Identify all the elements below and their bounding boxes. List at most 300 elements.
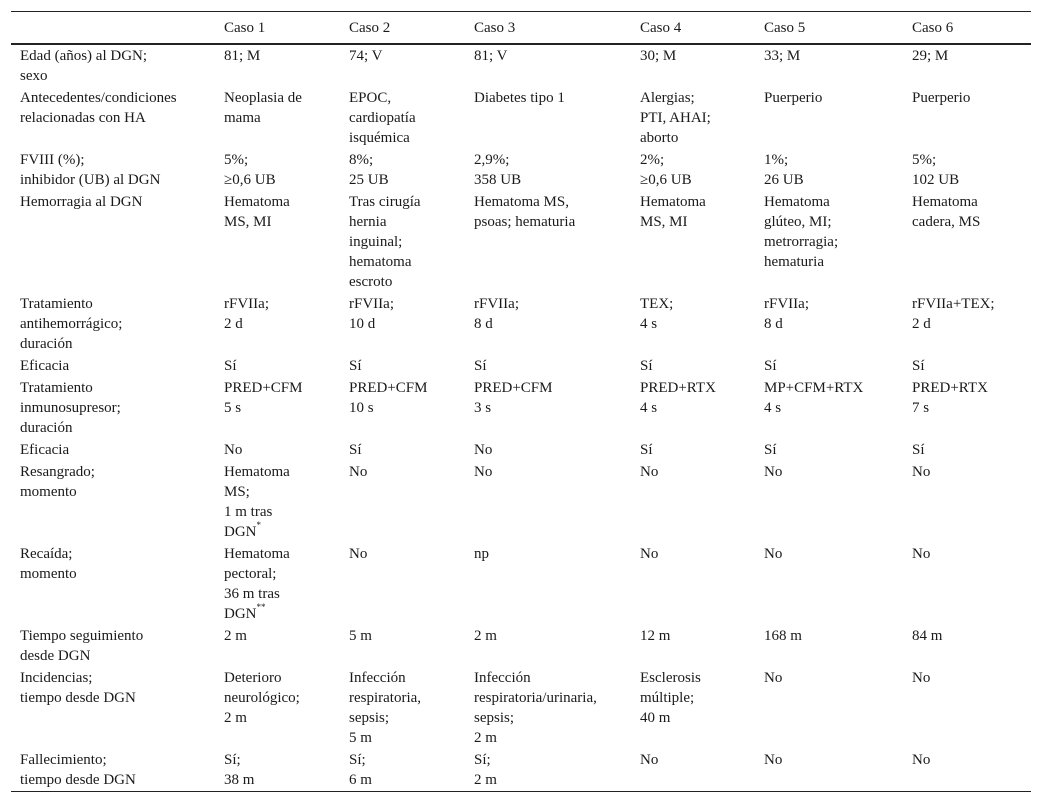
header-cell-caso-6: Caso 6: [912, 20, 954, 36]
row-label: [11, 461, 224, 543]
cell-line: [764, 88, 912, 108]
row-label-line: duración: [20, 420, 73, 436]
row-label-line: duración: [20, 336, 73, 352]
cell-text: PRED+RTX: [640, 380, 716, 396]
cell-line: [224, 462, 349, 482]
cell-line: [474, 294, 640, 314]
cell-text: rFVIIa;: [474, 296, 519, 312]
cell-text: 2 d: [224, 316, 243, 332]
cell-line: [349, 398, 474, 418]
cell-line: [912, 192, 1031, 212]
cell-text: 10 s: [349, 400, 374, 416]
cell-text: 5 m: [349, 628, 372, 644]
cell-caso-4: [640, 355, 764, 377]
cell-text: 5 s: [224, 400, 242, 416]
cell-caso-2: [349, 543, 474, 625]
cell-line: [224, 150, 349, 170]
cell-text: 4 s: [764, 400, 782, 416]
cell-caso-4: [640, 191, 764, 293]
cell-line: [640, 544, 764, 564]
cell-line: [224, 584, 349, 604]
cell-line: [912, 314, 1031, 334]
cell-text: 8%;: [349, 152, 374, 168]
table-row: [11, 667, 1031, 749]
cell-line: [640, 378, 764, 398]
cell-text: 26 UB: [764, 172, 804, 188]
cell-caso-4: [640, 667, 764, 749]
cell-text: ≥0,6 UB: [224, 172, 276, 188]
cell-line: [474, 46, 640, 66]
cell-line: [224, 398, 349, 418]
cell-text: 2 m: [224, 710, 247, 726]
cell-line: [640, 192, 764, 212]
cell-text: No: [764, 670, 783, 686]
cell-line: [224, 668, 349, 688]
cell-caso-2: [349, 355, 474, 377]
cell-line: [764, 170, 912, 190]
cell-line: [912, 212, 1031, 232]
row-label: [11, 149, 224, 191]
cell-line: [640, 88, 764, 108]
cell-text: Hematoma: [224, 464, 290, 480]
cell-caso-2: [349, 377, 474, 439]
cell-text: 30; M: [640, 48, 677, 64]
cell-text: múltiple;: [640, 690, 695, 706]
cell-caso-4: [640, 87, 764, 149]
row-label-line: Incidencias;: [20, 670, 93, 686]
cell-line: [224, 708, 349, 728]
cell-text: rFVIIa;: [349, 296, 394, 312]
cell-caso-1: [224, 461, 349, 543]
cell-line: [224, 564, 349, 584]
cell-line: [764, 294, 912, 314]
cell-line: [349, 88, 474, 108]
cell-text: 25 UB: [349, 172, 389, 188]
cell-text: 1%;: [764, 152, 789, 168]
cell-caso-3: [474, 87, 640, 149]
cell-text: No: [349, 546, 368, 562]
cell-caso-3: [474, 377, 640, 439]
cell-caso-2: [349, 149, 474, 191]
cell-caso-5: [764, 749, 912, 792]
cell-line: [640, 440, 764, 460]
row-label: [11, 439, 224, 461]
cell-line: [349, 128, 474, 148]
table-row: [11, 625, 1031, 667]
cell-line: [349, 544, 474, 564]
row-label: [11, 749, 224, 792]
cell-caso-3: [474, 293, 640, 355]
cell-text: MS, MI: [224, 214, 272, 230]
cell-line: [912, 398, 1031, 418]
cell-line: [224, 294, 349, 314]
cell-line: [474, 708, 640, 728]
cell-caso-6: [912, 749, 1031, 792]
cell-text: glúteo, MI;: [764, 214, 832, 230]
cell-caso-1: [224, 377, 349, 439]
cell-caso-2: [349, 87, 474, 149]
cell-text: 2,9%;: [474, 152, 510, 168]
cell-caso-5: [764, 149, 912, 191]
cell-caso-5: [764, 355, 912, 377]
cell-text: 7 s: [912, 400, 930, 416]
cell-caso-1: [224, 543, 349, 625]
cell-line: [912, 544, 1031, 564]
cell-text: Tras cirugía: [349, 194, 421, 210]
cell-caso-6: [912, 667, 1031, 749]
cell-line: [474, 688, 640, 708]
cell-text: Infección: [474, 670, 531, 686]
cell-line: [640, 356, 764, 376]
cell-line: [474, 626, 640, 646]
cell-text: 74; V: [349, 48, 383, 64]
cell-text: sepsis;: [474, 710, 515, 726]
cell-line: [764, 668, 912, 688]
cell-line: [224, 440, 349, 460]
cell-line: [349, 170, 474, 190]
cell-line: [640, 150, 764, 170]
cell-text: Sí: [764, 358, 777, 374]
cell-line: [224, 378, 349, 398]
cell-text: 5%;: [912, 152, 937, 168]
cell-caso-1: [224, 191, 349, 293]
cell-text: No: [349, 464, 368, 480]
cell-text: 33; M: [764, 48, 801, 64]
cell-text: 6 m: [349, 772, 372, 788]
cell-text: No: [224, 442, 243, 458]
cell-line: [474, 192, 640, 212]
cell-text: 1 m tras: [224, 504, 273, 520]
cell-text: 3 s: [474, 400, 492, 416]
cell-line: [224, 108, 349, 128]
cell-text: No: [640, 546, 659, 562]
table-header: [11, 12, 1031, 45]
cell-line: [764, 314, 912, 334]
table-row: [11, 149, 1031, 191]
cell-text: 168 m: [764, 628, 802, 644]
cell-caso-1: [224, 439, 349, 461]
cell-text: No: [764, 546, 783, 562]
cell-line: [349, 626, 474, 646]
cell-line: [224, 88, 349, 108]
cell-text: 40 m: [640, 710, 671, 726]
header-row: [11, 12, 1031, 45]
cell-caso-3: [474, 355, 640, 377]
cell-text: respiratoria/urinaria,: [474, 690, 597, 706]
table-row: [11, 439, 1031, 461]
cell-text: 2 m: [224, 628, 247, 644]
cell-line: [224, 356, 349, 376]
cell-line: [349, 770, 474, 790]
cell-line: [224, 544, 349, 564]
cell-line: [349, 46, 474, 66]
cell-line: [224, 212, 349, 232]
cell-caso-4: [640, 439, 764, 461]
cell-text: 29; M: [912, 48, 949, 64]
cell-caso-5: [764, 377, 912, 439]
cell-line: [764, 440, 912, 460]
cell-text: escroto: [349, 274, 393, 290]
row-label-line: Fallecimiento;: [20, 752, 107, 768]
cell-text: PRED+CFM: [224, 380, 303, 396]
clinical-cases-table: [11, 11, 1031, 792]
cell-caso-5: [764, 667, 912, 749]
cell-caso-6: [912, 191, 1031, 293]
cell-text: 10 d: [349, 316, 376, 332]
table-row: [11, 461, 1031, 543]
cell-text: PRED+CFM: [474, 380, 553, 396]
cell-line: [224, 750, 349, 770]
cell-line: [349, 252, 474, 272]
cell-text: rFVIIa+TEX;: [912, 296, 995, 312]
row-label-line: momento: [20, 566, 77, 582]
cell-line: [640, 212, 764, 232]
cell-caso-1: [224, 293, 349, 355]
cell-caso-2: [349, 439, 474, 461]
cell-text: respiratoria,: [349, 690, 422, 706]
cell-text: Hematoma: [640, 194, 706, 210]
cell-line: [640, 688, 764, 708]
cell-caso-5: [764, 461, 912, 543]
cell-text: Diabetes tipo 1: [474, 90, 565, 106]
cell-line: [640, 128, 764, 148]
cell-text: No: [912, 464, 931, 480]
row-label-line: inhibidor (UB) al DGN: [20, 172, 161, 188]
row-label: [11, 44, 224, 87]
cell-text: Puerperio: [764, 90, 823, 106]
cell-text: No: [640, 752, 659, 768]
cell-line: [912, 294, 1031, 314]
cell-text: Sí: [224, 358, 237, 374]
table-body: [11, 44, 1031, 792]
table-row: [11, 87, 1031, 149]
cell-line: [474, 212, 640, 232]
cell-caso-3: [474, 149, 640, 191]
cell-text: No: [764, 464, 783, 480]
cell-text: PTI, AHAI;: [640, 110, 711, 126]
row-label-line: Resangrado;: [20, 464, 95, 480]
row-label: [11, 625, 224, 667]
footnote-marker: **: [256, 602, 266, 612]
cell-text: Sí;: [474, 752, 491, 768]
cell-text: No: [912, 546, 931, 562]
cell-caso-6: [912, 293, 1031, 355]
cell-line: [474, 750, 640, 770]
cell-caso-2: [349, 667, 474, 749]
cell-text: 38 m: [224, 772, 255, 788]
cell-line: [349, 192, 474, 212]
cell-caso-5: [764, 44, 912, 87]
row-label-line: Antecedentes/condiciones: [20, 90, 177, 106]
cell-line: [640, 108, 764, 128]
cell-line: [764, 232, 912, 252]
cell-line: [764, 626, 912, 646]
cell-caso-5: [764, 439, 912, 461]
row-label-line: Tiempo seguimiento: [20, 628, 144, 644]
cell-text: PRED+CFM: [349, 380, 428, 396]
cell-line: [640, 294, 764, 314]
cell-line: [224, 46, 349, 66]
cell-line: [764, 378, 912, 398]
cell-line: [474, 398, 640, 418]
cell-text: np: [474, 546, 489, 562]
cell-line: [640, 668, 764, 688]
cell-text: Alergias;: [640, 90, 695, 106]
cell-text: Hematoma: [224, 194, 290, 210]
row-label-line: tiempo desde DGN: [20, 772, 136, 788]
row-label-line: Edad (años) al DGN;: [20, 48, 148, 64]
cell-text: Sí: [912, 442, 925, 458]
cell-text: Hematoma: [764, 194, 830, 210]
cell-caso-6: [912, 543, 1031, 625]
cell-line: [474, 314, 640, 334]
cell-text: rFVIIa;: [224, 296, 269, 312]
cell-caso-5: [764, 191, 912, 293]
cell-line: [349, 356, 474, 376]
cell-text: 4 s: [640, 400, 658, 416]
cell-line: [640, 626, 764, 646]
cell-text: PRED+RTX: [912, 380, 988, 396]
row-label-line: tiempo desde DGN: [20, 690, 136, 706]
cell-caso-3: [474, 44, 640, 87]
header-cell-caso-3: Caso 3: [474, 20, 516, 36]
cell-line: [912, 626, 1031, 646]
cell-line: [764, 462, 912, 482]
cell-caso-5: [764, 293, 912, 355]
cell-line: [349, 462, 474, 482]
row-label: [11, 191, 224, 293]
row-label: [11, 543, 224, 625]
cell-text: MS, MI: [640, 214, 688, 230]
cell-text: No: [912, 670, 931, 686]
cell-caso-5: [764, 87, 912, 149]
cell-text: Sí;: [349, 752, 366, 768]
cell-text: hematoma: [349, 254, 412, 270]
cell-text: rFVIIa;: [764, 296, 809, 312]
cell-text: Sí: [474, 358, 487, 374]
cell-caso-4: [640, 461, 764, 543]
cell-line: [912, 668, 1031, 688]
cell-line: [912, 750, 1031, 770]
cell-text: No: [912, 752, 931, 768]
cell-text: hematuria: [764, 254, 824, 270]
cell-text: MP+CFM+RTX: [764, 380, 864, 396]
cell-text: 81; M: [224, 48, 261, 64]
cell-caso-6: [912, 461, 1031, 543]
cell-caso-6: [912, 377, 1031, 439]
cell-caso-6: [912, 439, 1031, 461]
row-label-line: Eficacia: [20, 442, 70, 458]
cell-line: [474, 728, 640, 748]
cell-caso-4: [640, 149, 764, 191]
cell-text: 4 s: [640, 316, 658, 332]
cell-line: [474, 378, 640, 398]
cell-line: [640, 314, 764, 334]
cell-text: psoas; hematuria: [474, 214, 576, 230]
cell-line: [474, 356, 640, 376]
cell-text: neurológico;: [224, 690, 300, 706]
cell-text: cardiopatía: [349, 110, 416, 126]
cell-caso-1: [224, 44, 349, 87]
cell-text: 8 d: [764, 316, 783, 332]
cell-line: [349, 440, 474, 460]
cell-line: [474, 462, 640, 482]
header-cell-caso-4: Caso 4: [640, 20, 682, 36]
cell-line: [224, 192, 349, 212]
cell-line: [349, 272, 474, 292]
row-label-line: Recaída;: [20, 546, 73, 562]
cell-text: inguinal;: [349, 234, 403, 250]
cell-caso-2: [349, 461, 474, 543]
row-label-line: sexo: [20, 68, 48, 84]
cell-line: [640, 170, 764, 190]
cell-caso-4: [640, 44, 764, 87]
cell-text: Hematoma: [224, 546, 290, 562]
cell-line: [349, 294, 474, 314]
row-label-line: antihemorrágico;: [20, 316, 123, 332]
cell-caso-3: [474, 749, 640, 792]
cell-text: No: [640, 464, 659, 480]
cell-line: [912, 46, 1031, 66]
cell-text: 8 d: [474, 316, 493, 332]
cell-text: No: [764, 752, 783, 768]
cell-line: [764, 212, 912, 232]
cell-line: [640, 398, 764, 418]
cell-line: [474, 88, 640, 108]
row-label-line: relacionadas con HA: [20, 110, 146, 126]
table-row: [11, 749, 1031, 792]
row-label: [11, 87, 224, 149]
cell-line: [912, 378, 1031, 398]
cell-text: 102 UB: [912, 172, 960, 188]
cell-line: [349, 232, 474, 252]
table-container: [11, 11, 1031, 792]
cell-line: [349, 668, 474, 688]
cell-line: [764, 192, 912, 212]
cell-text: 2 m: [474, 772, 497, 788]
cell-caso-2: [349, 44, 474, 87]
header-cell-caso-5: Caso 5: [764, 20, 806, 36]
cell-text: Neoplasia de: [224, 90, 302, 106]
footnote-marker: *: [256, 520, 261, 530]
row-label-line: Tratamiento: [20, 296, 93, 312]
cell-line: [912, 462, 1031, 482]
table-row: [11, 44, 1031, 87]
cell-caso-3: [474, 667, 640, 749]
header-cell-caso-1: Caso 1: [224, 20, 266, 36]
cell-caso-4: [640, 293, 764, 355]
cell-text: isquémica: [349, 130, 410, 146]
table-row: [11, 355, 1031, 377]
cell-caso-1: [224, 355, 349, 377]
cell-line: [474, 770, 640, 790]
table-row: [11, 293, 1031, 355]
cell-caso-2: [349, 625, 474, 667]
cell-text: Sí: [764, 442, 777, 458]
cell-text: pectoral;: [224, 566, 277, 582]
cell-text: ≥0,6 UB: [640, 172, 692, 188]
cell-caso-1: [224, 749, 349, 792]
cell-text: 2%;: [640, 152, 665, 168]
cell-line: [912, 170, 1031, 190]
cell-caso-4: [640, 377, 764, 439]
cell-line: [224, 314, 349, 334]
cell-caso-6: [912, 87, 1031, 149]
cell-line: [349, 314, 474, 334]
cell-line: [349, 378, 474, 398]
row-label-line: Hemorragia al DGN: [20, 194, 143, 210]
cell-text: 84 m: [912, 628, 943, 644]
